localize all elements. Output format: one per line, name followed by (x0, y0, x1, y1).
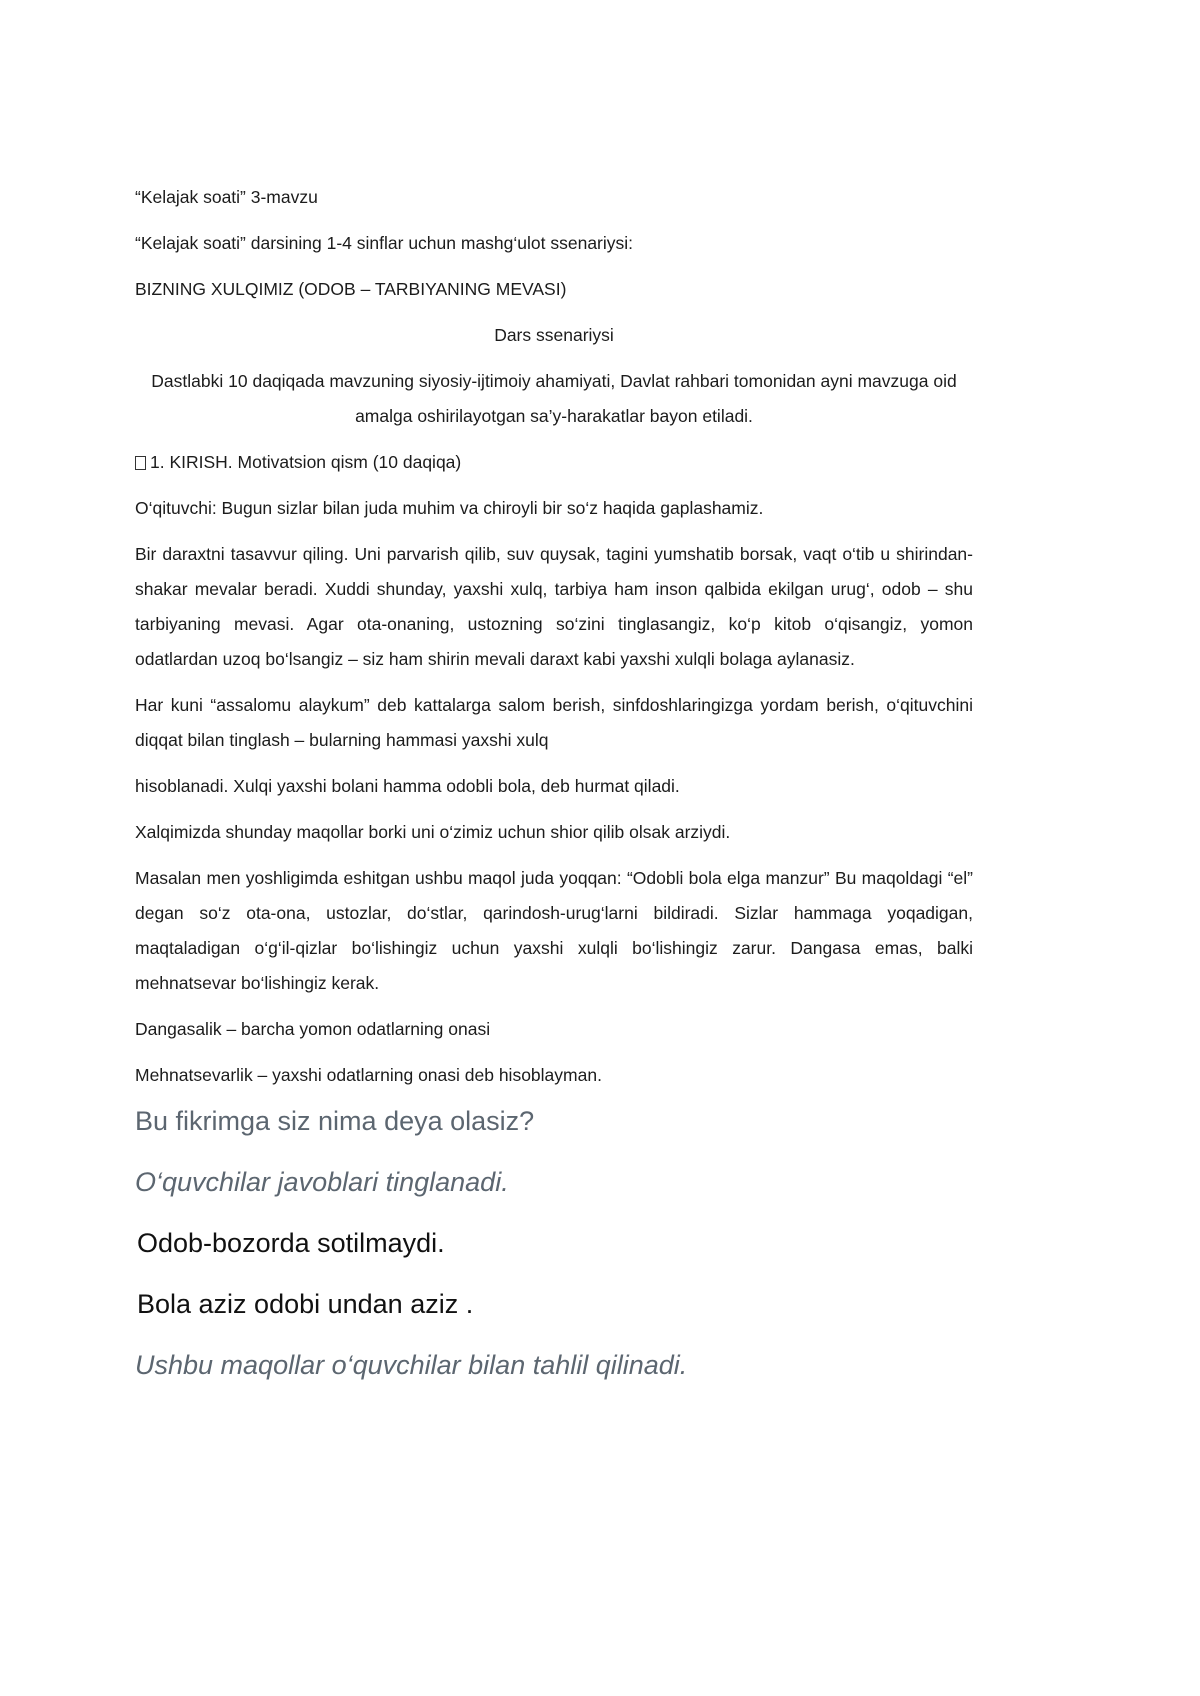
paragraph: Dangasalik – barcha yomon odatlarning onasi (135, 1019, 491, 1039)
proverb-one: Odob-bozorda sotilmaydi. (137, 1228, 445, 1258)
question-text: Bu fikrimga siz nima deya olasiz? (135, 1106, 535, 1136)
paragraph: Har kuni “assalomu alaykum” deb kattalarga salom berish, sinfdoshlaringizga yordam berish, o‘qituvchini diqqat bilan tinglash – bularning hammasi yaxshi xulq (135, 695, 973, 750)
answers-note: O‘quvchilar javoblari tinglanadi. (135, 1167, 509, 1197)
document-body (135, 180, 973, 1385)
proverb-two: Bola aziz odobi undan aziz . (137, 1289, 474, 1319)
paragraph: Xalqimizda shunday maqollar borki uni o‘zimiz uchun shior qilib olsak arziydi. (135, 822, 731, 842)
paragraph: Masalan men yoshligimda eshitgan ushbu maqol juda yoqqan: “Odobli bola elga manzur” Bu maqoldagi “el” degan so‘z ota-ona, ustozlar, do‘stlar, qarindosh-urug‘larni bildiradi. Sizlar hammaga yoqadigan, maqtaladigan o‘g‘il-qizlar bo‘lishingiz uchun yaxshi xulqli bo‘lishingiz zarur. Dangasa emas, balki mehnatsevar bo‘lishingiz kerak. (135, 868, 973, 993)
paragraph: Mehnatsevarlik – yaxshi odatlarning onasi deb hisoblayman. (135, 1065, 602, 1085)
paragraph: O‘qituvchi: Bugun sizlar bilan juda muhim va chiroyli bir so‘z haqida gaplashamiz. (135, 498, 764, 518)
part-one-heading-row (135, 445, 973, 480)
paragraph: Bir daraxtni tasavvur qiling. Uni parvarish qilib, suv quysak, tagini yumshatib borsak, vaqt o‘tib u shirindan-shakar mevalar beradi. Xuddi shunday, yaxshi xulq, tarbiya ham inson qalbida ekilgan urug‘, odob – shu tarbiyaning mevasi. Agar ota-onaning, ustozning so‘zini tinglasangiz, ko‘p kitob o‘qisangiz, yomon odatlardan uzoq bo‘lsangiz – siz ham shirin mevali daraxt kabi yaxshi xulqli bolaga aylanasiz. (135, 544, 973, 669)
section-heading: Dars ssenariysi (494, 325, 614, 345)
lesson-heading: BIZNING XULQIMIZ (ODOB – TARBIYANING MEVASI) (135, 279, 567, 299)
paragraph: hisoblanadi. Xulqi yaxshi bolani hamma odobli bola, deb hurmat qiladi. (135, 776, 680, 796)
analysis-note: Ushbu maqollar o‘quvchilar bilan tahlil qilinadi. (135, 1350, 688, 1380)
scenario-subtitle: “Kelajak soati” darsining 1-4 sinflar uchun mashg‘ulot ssenariysi: (135, 233, 634, 253)
intro-note: Dastlabki 10 daqiqada mavzuning siyosiy-ijtimoiy ahamiyati, Davlat rahbari tomonidan ayni mavzuga oid amalga oshirilayotgan sa’y-harakatlar bayon etiladi. (151, 371, 957, 426)
topic-title: “Kelajak soati” 3-mavzu (135, 187, 318, 207)
missing-glyph-icon (135, 456, 146, 470)
part-one-heading: 1. KIRISH. Motivatsion qism (10 daqiqa) (150, 452, 462, 472)
